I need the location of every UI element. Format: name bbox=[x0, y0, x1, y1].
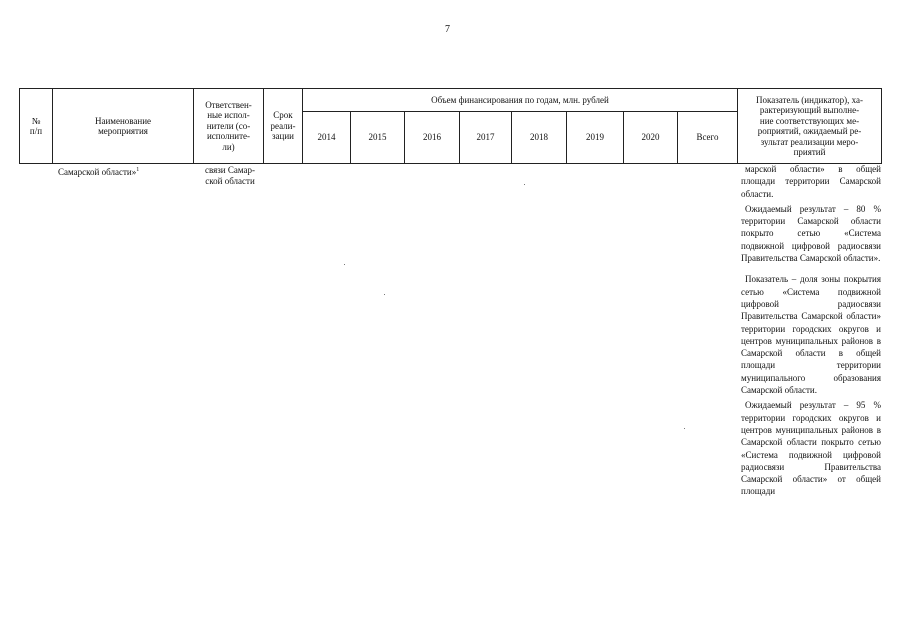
indicator-paragraph: Показатель – доля зоны покрытия сетью «Система подвижной цифровой радиосвязи Правительства Самарской области» территории городских округов и центров муниципальных районов в Самарской области в общей площади территории муниципального образования Самарской области. bbox=[741, 274, 881, 396]
indicator-paragraph: Ожидаемый результат – 95 % территории городских округов и центров муниципальных районов в Самарской области покрыто сетью «Система подвижной цифровой радиосвязи Правительства Самарской области» от общей площади bbox=[741, 400, 881, 497]
header-year: 2017 bbox=[476, 132, 495, 143]
header-number: № п/п bbox=[29, 115, 43, 136]
header-funding-title: Объем финансирования по годам, млн. рублей bbox=[431, 94, 609, 105]
header-responsible: Ответствен- ные испол- нители (со- исполните- ли) bbox=[205, 99, 252, 152]
header-name: Наименование мероприятия bbox=[94, 115, 152, 136]
header-year: 2016 bbox=[423, 132, 441, 143]
scan-speck bbox=[344, 264, 345, 265]
footnote-marker: 1 bbox=[136, 167, 140, 173]
table-right-border bbox=[881, 88, 882, 164]
scan-speck bbox=[384, 294, 385, 295]
header-year: 2015 bbox=[368, 132, 387, 143]
header-year: 2014 bbox=[317, 132, 336, 143]
header-year: 2018 bbox=[530, 132, 548, 143]
scan-speck bbox=[524, 184, 525, 185]
page-number: 7 bbox=[445, 24, 450, 35]
row-name bbox=[58, 165, 139, 178]
indicator-paragraph: марской области» в общей площади территории Самарской области. bbox=[741, 164, 881, 199]
indicator-column bbox=[741, 163, 881, 498]
indicator-paragraph: Ожидаемый результат – 80 % территории Самарской области покрыто сетью «Система подвижной цифровой радиосвязи Правительства Самарской области». bbox=[741, 203, 881, 264]
header-total: Всего bbox=[696, 132, 719, 143]
header-indicator: Показатель (индикатор), ха- рактеризующий выполне- ние соответствующих ме- роприятий, ожидаемый ре- зультат реализации меро- приятий bbox=[755, 94, 864, 157]
row-responsible: связи Самар- ской области bbox=[204, 165, 255, 186]
row-name-text: Самарской области» bbox=[58, 167, 137, 177]
header-year: 2020 bbox=[641, 132, 660, 143]
scan-speck bbox=[684, 428, 685, 429]
header-period: Срок реали- зации bbox=[270, 110, 296, 142]
header-year: 2019 bbox=[586, 132, 604, 143]
